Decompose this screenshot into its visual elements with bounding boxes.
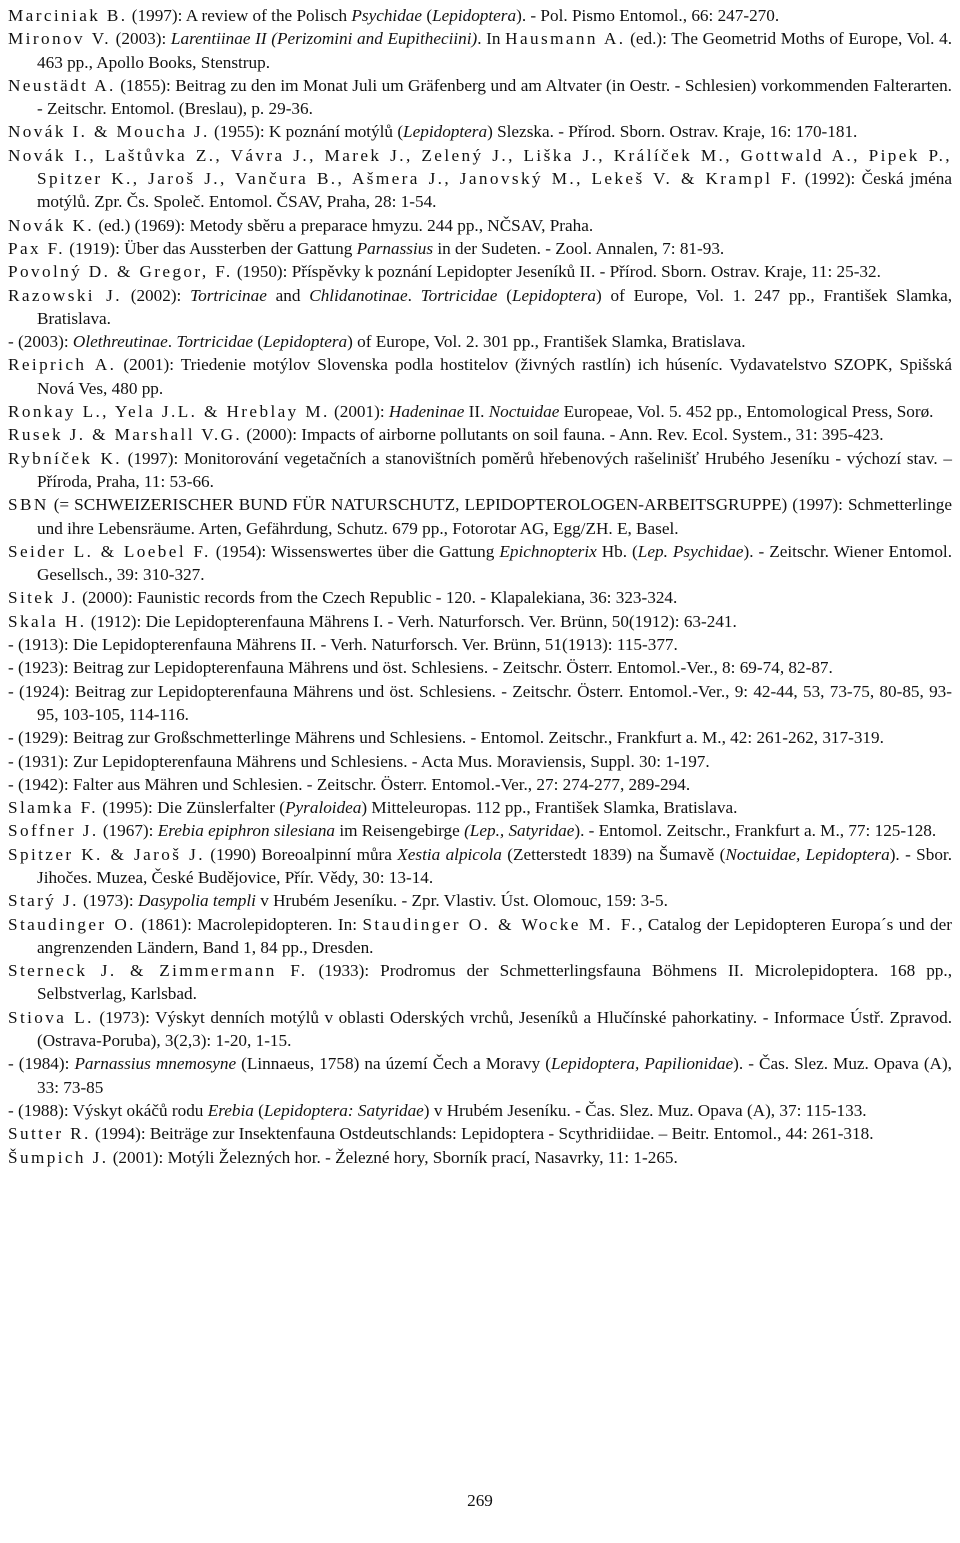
reference-author: Sterneck J. & Zimmermann F. (8, 961, 308, 981)
reference-entry (8, 214, 952, 237)
reference-italic-text: Tortricidae (176, 332, 254, 352)
reference-italic-text: Psychidae (351, 6, 423, 25)
reference-text: (Zetterstedt 1839) na Šumavě ( (501, 844, 726, 864)
reference-text: (1861): Macrolepidopteren. In: (135, 914, 363, 934)
reference-entry (8, 284, 952, 331)
reference-text: (ed.) (1969): Metody sběru a preparace hmyzu. 244 pp., NČSAV, Praha. (94, 215, 594, 235)
reference-text: II. (464, 402, 489, 422)
reference-entry (8, 680, 952, 727)
reference-italic-text: Chlidanotinae (309, 285, 408, 305)
reference-author: Staudinger O. (8, 914, 136, 934)
reference-text: (= SCHWEIZERISCHER BUND FÜR NATURSCHUTZ, LEPIDOPTEROLOGEN-ARBEITSGRUPPE) (1997): Schmetterlinge und ihre Lebensräume. Arten, Gefährdung, Schutz. 679 pp., Fotorotar AG, Egg/ZH. E, Basel. (37, 495, 952, 538)
reference-text: ) of Europe, Vol. 2. 301 pp., František Slamka, Bratislava. (347, 332, 746, 352)
reference-entry (8, 74, 952, 121)
reference-text: (1997): A review of the Polisch (127, 6, 352, 25)
reference-italic-text: Parnassius mnemosyne (74, 1054, 237, 1074)
reference-italic-text: Tortricidae (420, 285, 498, 305)
reference-text: ( (253, 1100, 264, 1120)
reference-entry (8, 610, 952, 633)
reference-text: (1919): Über das Aussterben der Gattung (64, 238, 357, 258)
reference-text: ) Slezska. - Přírod. Sborn. Ostrav. Kraje, 16: 170-181. (487, 122, 858, 142)
reference-text: ). - Čas. Slez. Muz. Opava (A), 33: 73-85 (37, 1054, 952, 1097)
reference-entry (8, 1099, 952, 1122)
reference-entry (8, 796, 952, 819)
reference-text: (2002): (121, 285, 191, 305)
reference-text: - (1929): Beitrag zur Großschmetterlinge Mährens und Schlesiens. - Entomol. Zeitschr., Frankfurt a. M., 42: 261-262, 317-319. (8, 728, 884, 748)
reference-author: Neustädt A. (8, 75, 116, 95)
reference-text: (1955): K poznání motýlů ( (209, 122, 404, 142)
reference-text: (1912): Die Lepidopterenfauna Mährens I. - Verh. Naturforsch. Ver. Brünn, 50(1912): 63-241. (86, 611, 737, 631)
reference-entry (8, 27, 952, 74)
reference-text: - (1984): (8, 1054, 75, 1074)
reference-italic-text: Dasypolia templi (137, 891, 256, 911)
reference-entry (8, 423, 952, 446)
reference-author: Stiova L. (8, 1007, 94, 1027)
reference-text: - (1924): Beitrag zur Lepidopterenfauna Mährens und öst. Schlesiens. - Zeitschr. Österr. Entomol.-Ver., 9: 42-44, 53, 73-75, 80-85, 93-95, 103-105, 114-116. (8, 681, 952, 724)
reference-italic-text: Lepidoptera (511, 285, 596, 305)
reference-entry (8, 959, 952, 1006)
reference-entry (8, 330, 952, 353)
reference-italic-text: Epichnopterix (499, 541, 597, 561)
reference-author: Spitzer K. & Jaroš J. (8, 844, 205, 864)
reference-text: ). - Entomol. Zeitschr., Frankfurt a. M., 77: 125-128. (574, 821, 937, 841)
page-number: 269 (467, 1491, 493, 1510)
reference-text: and (266, 285, 310, 305)
reference-author: Soffner J. (8, 821, 99, 841)
reference-entry (8, 1122, 952, 1145)
reference-italic-text: Xestia alpicola (397, 844, 502, 864)
reference-entry (8, 260, 952, 283)
reference-text: - (1931): Zur Lepidopterenfauna Mährens und Schlesiens. - Acta Mus. Moraviensis, Suppl. 30: 1-197. (8, 751, 710, 771)
reference-author: Šumpich J. (8, 1147, 109, 1167)
reference-text: Hb. ( (596, 541, 638, 561)
reference-text: ) of Europe, Vol. 1. 247 pp., František Slamka, Bratislava. (37, 285, 953, 328)
reference-text: v Hrubém Jeseníku. - Zpr. Vlastiv. Úst. Olomouc, 159: 3-5. (255, 891, 668, 911)
reference-author: Razowski J. (8, 285, 122, 305)
reference-entry (8, 773, 952, 796)
reference-text: ). - Sbor. Jihočes. Muzea, České Budějovice, Přír. Vědy, 30: 13-14. (37, 844, 952, 887)
reference-italic-text: Olethreutinae (72, 332, 168, 352)
reference-author: Starý J. (8, 891, 79, 911)
reference-text: (1967): (98, 821, 158, 841)
reference-italic-text: Noctuidae (488, 402, 560, 422)
reference-italic-text: Lepidoptera (263, 332, 348, 352)
reference-entry (8, 120, 952, 143)
reference-text: - (1988): Výskyt okáčů rodu (8, 1100, 208, 1120)
reference-italic-text: Erebia (207, 1100, 254, 1120)
reference-text: (ed.): The Geometrid Moths of Europe, Vol. 4. 463 pp., Apollo Books, Stenstrup. (37, 29, 953, 72)
reference-italic-text: Erebia epiphron silesiana (157, 821, 336, 841)
reference-text: (1855): Beitrag zu den im Monat Juli um Gräfenberg und am Altvater (in Oestr. - Schlesien) vorkommenden Falterarten. - Zeitschr. Entomol. (Breslau), p. 29-36. (37, 75, 952, 119)
reference-entry (8, 237, 952, 260)
reference-text: (1973): Výskyt denních motýlů v oblasti Oderských vrchů, Jeseníků a Hlučínské pahorkatiny. - Informace Ústř. Zpravod. (Ostrava-Poruba), 3(2,3): 1-20, 1-15. (37, 1007, 952, 1051)
reference-entry (8, 4, 952, 27)
reference-text: - (2003): (8, 332, 73, 352)
reference-author: Novák I., Laštůvka Z., Vávra J., Marek J., Zelený J., Liška J., Králíček M., Gottwald A., Pipek P., Spitzer K., Jaroš J., Vančura B., Ašmera J., Janovský M., Lekeš V. & Krampl F. (8, 145, 952, 189)
reference-italic-text: (Lep., Satyridae (464, 821, 575, 841)
reference-text: (2001): Triedenie motýlov Slovenska podla hostitelov (živných rastlín) ich húseníc. Vydavatelstvo SZOPK, Spišská Nová Ves, 480 pp. (37, 355, 953, 398)
reference-text: (1954): Wissenswertes über die Gattung (210, 541, 500, 561)
reference-author: Staudinger O. & Wocke M. F. (362, 914, 639, 934)
reference-text: (2000): Impacts of airborne pollutants on soil fauna. - Ann. Rev. Ecol. System., 31: 395-423. (242, 425, 884, 445)
reference-text: (2001): (329, 402, 389, 422)
reference-author: Ronkay L., Yela J.L. & Hreblay M. (8, 402, 330, 422)
reference-author: Seider L. & Loebel F. (8, 541, 211, 561)
reference-entry (8, 656, 952, 679)
reference-author: Novák I. & Moucha J. (8, 122, 210, 142)
reference-entry (8, 586, 952, 609)
reference-text: (1950): Příspěvky k poznání Lepidopter Jeseníků II. - Přírod. Sborn. Ostrav. Kraje, 11: 25-32. (232, 262, 881, 282)
reference-entry (8, 540, 952, 587)
reference-text: - (1913): Die Lepidopterenfauna Mährens II. - Verh. Naturforsch. Ver. Brünn, 51(1913): 115-377. (8, 635, 678, 655)
reference-entry (8, 633, 952, 656)
reference-text: Europeae, Vol. 5. 452 pp., Entomological Press, Sorø. (559, 402, 934, 422)
reference-text: ( (497, 285, 512, 305)
reference-italic-text: Hadeninae (388, 402, 465, 422)
reference-text: (1994): Beiträge zur Insektenfauna Ostdeutschlands: Lepidoptera - Scythridiidae. – Beitr. Entomol., 44: 261-318. (90, 1124, 874, 1144)
reference-author: Slamka F. (8, 798, 98, 818)
reference-entry (8, 750, 952, 773)
reference-text: ). - Zeitschr. Wiener Entomol. Gesellsch., 39: 310-327. (37, 541, 953, 585)
reference-italic-text: Pyraloidea (285, 798, 362, 818)
reference-text: ). - Pol. Pismo Entomol., 66: 247-270. (516, 6, 780, 25)
reference-author: Rusek J. & Marshall V.G. (8, 425, 243, 445)
reference-text: (1990) Boreoalpinní můra (204, 844, 398, 864)
reference-italic-text: Lepidoptera: Satyridae (263, 1100, 424, 1120)
reference-author: SBN (8, 495, 49, 515)
reference-entry (8, 353, 952, 400)
reference-text: . (407, 285, 421, 305)
reference-italic-text: Lepidoptera (403, 122, 488, 142)
reference-entry (8, 144, 952, 214)
reference-text: (2003): (111, 29, 171, 49)
reference-text: im Reisengebirge (335, 821, 465, 841)
reference-text: ( (253, 332, 264, 352)
reference-text: - (1942): Falter aus Mähren und Schlesien. - Zeitschr. Österr. Entomol.-Ver., 27: 274-277, 289-294. (8, 774, 691, 794)
reference-author: Rybníček K. (8, 448, 122, 468)
reference-text: ( (422, 6, 433, 25)
reference-italic-text: Parnassius (356, 238, 434, 258)
reference-entry (8, 447, 952, 494)
reference-author: Reiprich A. (8, 355, 117, 375)
reference-text: , Catalog der Lepidopteren Europa´s und der angrenzenden Ländern, Band 1, 84 pp., Dresden. (37, 914, 952, 957)
reference-italic-text: Lepidoptera, Papilionidae (550, 1054, 734, 1074)
reference-author: Skala H. (8, 611, 87, 631)
reference-text: (2000): Faunistic records from the Czech Republic - 120. - Klapalekiana, 36: 323-324. (77, 588, 678, 608)
reference-entry (8, 1006, 952, 1053)
reference-author: Hausmann A. (505, 29, 626, 49)
reference-entry (8, 1146, 952, 1169)
reference-entry (8, 819, 952, 842)
reference-italic-text: Larentiinae II (Perizomini and Eupitheciini) (170, 29, 478, 49)
reference-entry (8, 843, 952, 890)
reference-author: Sitek J. (8, 588, 78, 608)
reference-text: - (1923): Beitrag zur Lepidopterenfauna Mährens und öst. Schlesiens. - Zeitschr. Österr. Entomol.-Ver., 8: 69-74, 82-87. (8, 658, 833, 678)
reference-entry (8, 1052, 952, 1099)
reference-text: (Linnaeus, 1758) na území Čech a Moravy ( (236, 1054, 551, 1074)
reference-text: ) Mitteleuropas. 112 pp., František Slamka, Bratislava. (361, 798, 738, 818)
reference-author: Sutter R. (8, 1124, 91, 1144)
reference-text: (1995): Die Zünslerfalter ( (97, 798, 286, 818)
reference-author: Mironov V. (8, 29, 111, 49)
reference-italic-text: Noctuidae, Lepidoptera (725, 844, 890, 864)
reference-text: in der Sudeten. - Zool. Annalen, 7: 81-93. (433, 238, 725, 258)
reference-entry (8, 493, 952, 540)
reference-text: ) v Hrubém Jeseníku. - Čas. Slez. Muz. Opava (A), 37: 115-133. (423, 1100, 867, 1120)
reference-text: (1997): Monitorování vegetačních a stanovištních poměrů hřebenových rašelinišť Hrubého Jeseníku - výchozí stav. – Příroda, Praha, 11: 53-66. (37, 448, 952, 491)
reference-text: . In (477, 29, 506, 49)
reference-text: (1933): Prodromus der Schmetterlingsfauna Böhmens II. Microlepidoptera. 168 pp., Selbstverlag, Karlsbad. (37, 961, 952, 1004)
reference-author: Marciniak B. (8, 6, 128, 25)
reference-entry (8, 889, 952, 912)
reference-author: Pax F. (8, 238, 65, 258)
reference-italic-text: Tortricinae (190, 285, 267, 305)
reference-text: (1973): (78, 891, 138, 911)
reference-text: . (167, 332, 177, 352)
reference-italic-text: Lep. Psychidae (637, 541, 744, 561)
reference-italic-text: Lepidoptera (432, 6, 517, 25)
reference-entry (8, 913, 952, 960)
reference-text: (1992): Česká jména motýlů. Zpr. Čs. Společ. Entomol. ČSAV, Praha, 28: 1-54. (37, 169, 952, 212)
reference-text: (2001): Motýli Železných hor. - Železné hory, Sborník prací, Nasavrky, 11: 1-265. (108, 1147, 678, 1167)
reference-entry (8, 726, 952, 749)
reference-list (8, 4, 952, 1169)
reference-author: Povolný D. & Gregor, F. (8, 262, 233, 282)
reference-author: Novák K. (8, 215, 95, 235)
reference-entry (8, 400, 952, 423)
